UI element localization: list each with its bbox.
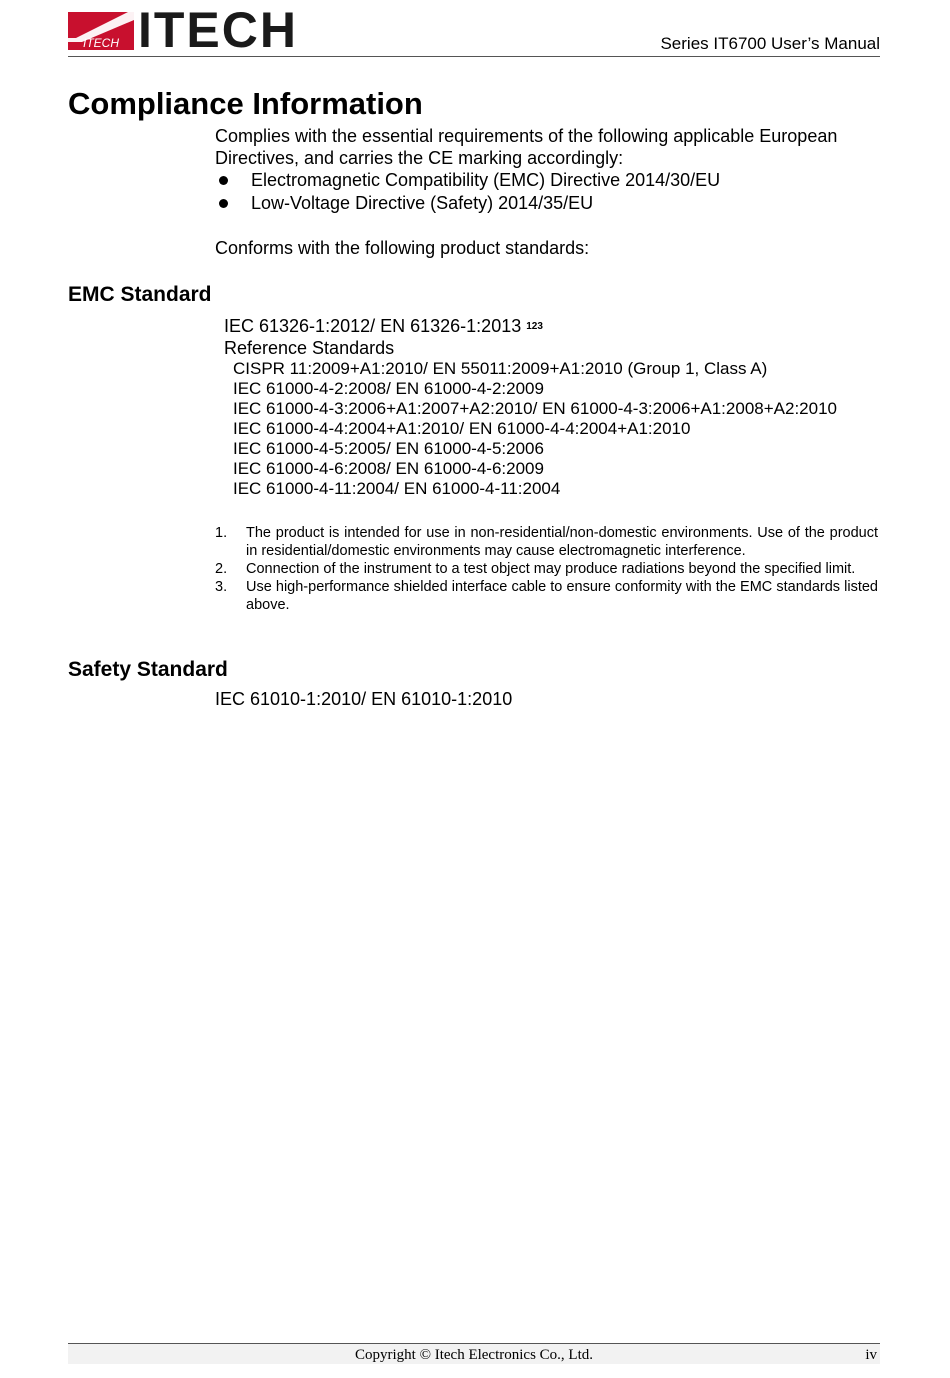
directive-item [215, 169, 880, 192]
reference-item: IEC 61000-4-3:2006+A1:2007+A2:2010/ EN 61000-4-3:2006+A1:2008+A2:2010 [233, 399, 837, 418]
bullet-icon [219, 199, 228, 208]
note-number: 3. [215, 579, 228, 595]
reference-item: IEC 61000-4-4:2004+A1:2010/ EN 61000-4-4:2004+A1:2010 [233, 419, 691, 438]
note-item [215, 524, 878, 560]
note-number: 1. [215, 525, 228, 541]
reference-item: IEC 61000-4-2:2008/ EN 61000-4-2:2009 [233, 379, 544, 398]
conforms-text: Conforms with the following product standards: [215, 238, 590, 258]
footnote-refs: 123 [526, 321, 543, 332]
emc-main-standard-text: IEC 61326-1:2012/ EN 61326-1:2013 [224, 316, 522, 336]
directive-item [215, 192, 880, 215]
page-footer [68, 1343, 880, 1364]
directive-text: Electromagnetic Compatibility (EMC) Directive 2014/30/EU [251, 170, 721, 190]
page-header [68, 2, 880, 58]
directive-text: Low-Voltage Directive (Safety) 2014/35/EU [251, 193, 594, 213]
note-item [215, 560, 878, 578]
emc-standards [224, 315, 837, 499]
emc-main-standard [224, 315, 837, 337]
logo-badge-text: ITECH [83, 36, 119, 50]
intro-paragraph: Complies with the essential requirements of the following applicable European Directives, and carries the CE marking accordingly: [215, 126, 838, 168]
note-text: Connection of the instrument to a test object may produce radiations beyond the specified limit. [246, 561, 856, 577]
series-title: Series IT6700 User’s Manual [660, 34, 880, 53]
bullet-icon [219, 176, 228, 185]
note-item [215, 578, 878, 614]
note-text: The product is intended for use in non-residential/non-domestic environments. Use of the product in residential/domestic environments may cause electromagnetic interference. [246, 525, 878, 559]
logo-wordmark: ITECH [138, 2, 298, 58]
copyright-text: Copyright © Itech Electronics Co., Ltd. [354, 1347, 593, 1363]
reference-list [224, 359, 837, 499]
emc-heading: EMC Standard [68, 283, 212, 306]
page-number: iv [865, 1347, 877, 1363]
safety-heading: Safety Standard [68, 658, 228, 681]
page-title: Compliance Information [68, 86, 423, 121]
note-text: Use high-performance shielded interface cable to ensure conformity with the EMC standards listed above. [246, 579, 878, 613]
note-number: 2. [215, 561, 228, 577]
reference-label: Reference Standards [224, 338, 395, 358]
reference-item: IEC 61000-4-5:2005/ EN 61000-4-5:2006 [233, 439, 544, 458]
safety-standard: IEC 61010-1:2010/ EN 61010-1:2010 [215, 689, 513, 709]
emc-notes [215, 524, 878, 614]
reference-item: IEC 61000-4-11:2004/ EN 61000-4-11:2004 [233, 479, 561, 498]
intro-section [215, 125, 880, 259]
directive-list [215, 169, 880, 215]
itech-logo-badge-icon [68, 12, 134, 50]
reference-item: CISPR 11:2009+A1:2010/ EN 55011:2009+A1:2010 (Group 1, Class A) [233, 359, 768, 378]
reference-item: IEC 61000-4-6:2008/ EN 61000-4-6:2009 [233, 459, 544, 478]
